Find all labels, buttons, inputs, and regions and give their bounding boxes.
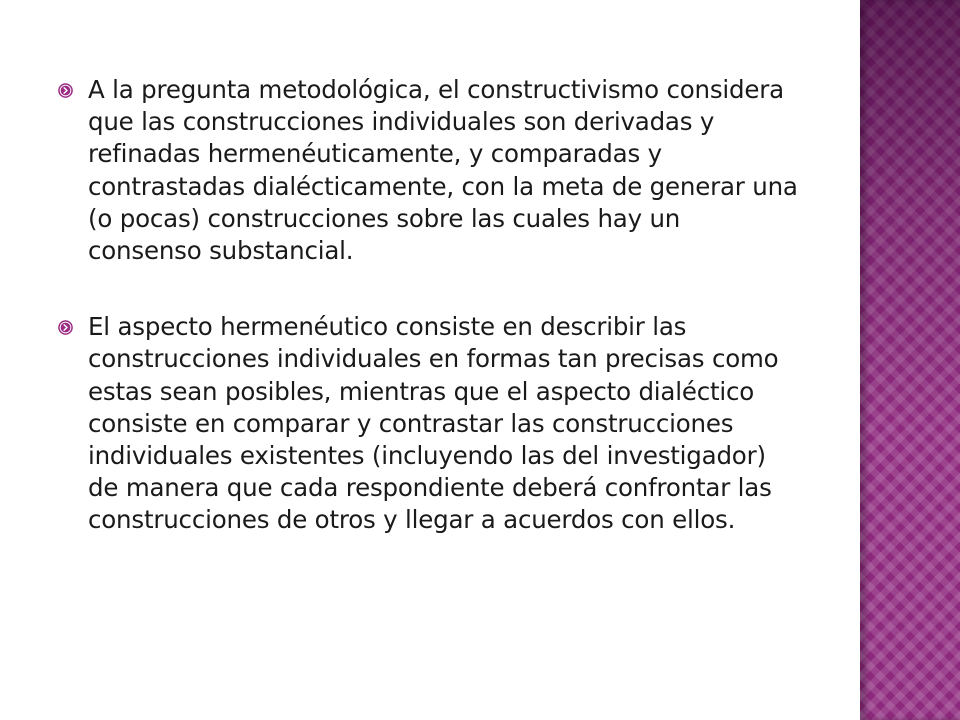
decorative-sidebar: [860, 0, 960, 720]
circled-arrow-icon: [58, 83, 73, 98]
bullet-text: A la pregunta metodológica, el constructivismo considera que las construcciones individuales son derivadas y refinadas hermenéuticamente, y comparadas y contrastadas dialécticamente, con la meta de generar una (o pocas) construcciones sobre las cuales hay un consenso substancial.: [88, 75, 798, 266]
bullet-item: [58, 311, 798, 536]
bullet-item: [58, 74, 798, 267]
circled-arrow-icon: [58, 320, 73, 335]
slide-content: [58, 74, 798, 581]
sidebar-gradient: [860, 0, 960, 720]
bullet-text: El aspecto hermenéutico consiste en describir las construcciones individuales en formas tan precisas como estas sean posibles, mientras que el aspecto dialéctico consiste en comparar y contrastar las construcciones individuales existentes (incluyendo las del investigador) de manera que cada respondiente deberá confrontar las construcciones de otros y llegar a acuerdos con ellos.: [88, 312, 779, 535]
